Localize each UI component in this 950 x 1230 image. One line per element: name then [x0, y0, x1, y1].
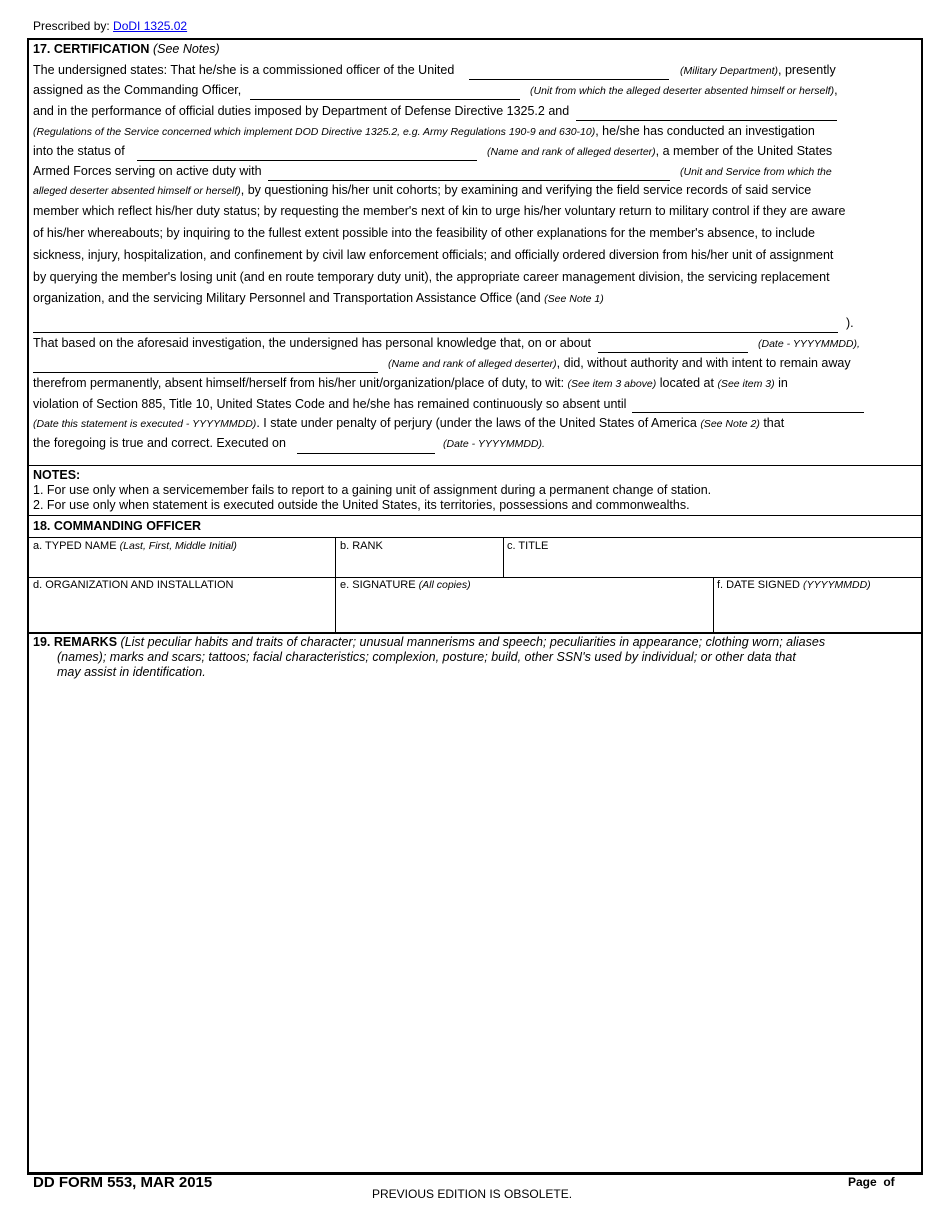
section-19-title: 19. REMARKS [33, 635, 118, 649]
title-cell[interactable]: c. TITLE [507, 540, 549, 552]
unit-service-field[interactable] [268, 180, 670, 181]
deserter-name-field-2[interactable] [33, 372, 378, 373]
obsolete-notice: PREVIOUS EDITION IS OBSOLETE. [372, 1187, 573, 1201]
prescribed-by [33, 19, 187, 33]
notes-title: NOTES: [33, 468, 81, 482]
absent-until-field[interactable] [632, 412, 864, 413]
date-signed-cell[interactable]: f. DATE SIGNED (YYYYMMDD) [717, 579, 871, 591]
organization-cell[interactable]: d. ORGANIZATION AND INSTALLATION [33, 579, 234, 591]
divider [27, 632, 923, 634]
signature-cell[interactable]: e. SIGNATURE (All copies) [340, 579, 471, 591]
form-id: DD FORM 553, MAR 2015 [33, 1174, 213, 1191]
note1-field[interactable] [33, 332, 838, 333]
section-18-title: 18. COMMANDING OFFICER [33, 519, 202, 533]
typed-name-cell[interactable]: a. TYPED NAME (Last, First, Middle Initial) [33, 540, 237, 552]
divider [27, 515, 923, 516]
prescribed-label: Prescribed by: [33, 19, 110, 33]
rank-cell[interactable]: b. RANK [340, 540, 383, 552]
absence-date-field[interactable] [598, 352, 748, 353]
note-1: 1. For use only when a servicemember fails to report to a gaining unit of assignment during a permanent change of station. [33, 483, 712, 497]
page-number: Page of [848, 1175, 895, 1189]
regulations-field[interactable] [576, 120, 837, 121]
section-17-title: 17. CERTIFICATION (See Notes) [33, 42, 220, 56]
note-2: 2. For use only when statement is executed outside the United States, its territories, possessions and commonwealths. [33, 498, 690, 512]
deserter-name-field[interactable] [137, 160, 477, 161]
executed-date-field[interactable] [297, 453, 435, 454]
divider [27, 465, 923, 466]
unit-field[interactable] [250, 99, 520, 100]
military-department-field[interactable] [469, 79, 669, 80]
dodi-link[interactable]: DoDI 1325.02 [113, 19, 188, 33]
